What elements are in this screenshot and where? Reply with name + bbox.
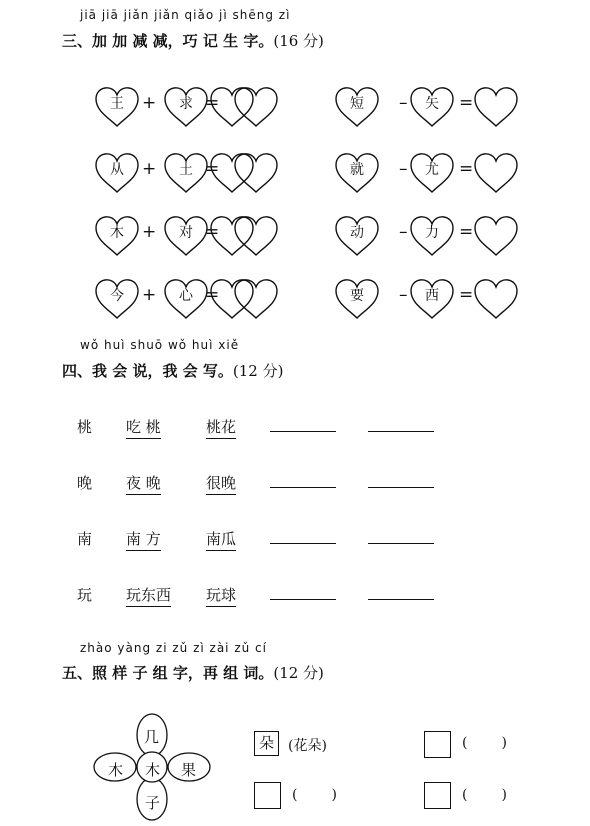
row-char: 玩: [77, 586, 93, 604]
answer-double-heart: [235, 154, 277, 192]
row-word-1: 玩东西: [126, 584, 171, 607]
equals-sign: =: [205, 93, 220, 113]
answer-blank[interactable]: [368, 599, 434, 600]
plus-sign: +: [142, 93, 157, 113]
row-word-1: 吃 桃: [126, 416, 161, 439]
section5-title-text: 五、照 样 子 组 字，再 组 词。: [62, 664, 274, 682]
answer-heart: [475, 217, 517, 255]
row-char: 晚: [77, 474, 93, 492]
paren-open: (: [462, 787, 468, 803]
equals-sign: =: [459, 159, 474, 179]
heart-char-b: 心: [179, 288, 193, 304]
heart-char-a: 王: [110, 96, 124, 112]
heart-char-a: 动: [350, 225, 364, 241]
heart-char-b: 西: [425, 288, 439, 304]
answer-blank[interactable]: [270, 543, 336, 544]
section4-pinyin: wǒ huì shuō wǒ huì xiě: [80, 338, 240, 352]
heart-char-a: 要: [350, 288, 364, 304]
flower-bottom-char: 子: [145, 794, 161, 812]
row-word-2: 很晚: [206, 472, 236, 495]
example-char: 朵: [258, 734, 274, 752]
equals-sign: =: [205, 159, 220, 179]
row-word-1: 南 方: [126, 528, 161, 551]
equals-sign: =: [459, 285, 474, 305]
paren-close: ): [501, 787, 507, 803]
plus-sign: +: [142, 159, 157, 179]
answer-paren[interactable]: [462, 787, 507, 803]
section3-score: (16 分): [273, 32, 324, 50]
section3-pinyin: jiā jiā jiǎn jiǎn qiǎo jì shēng zì: [80, 8, 291, 22]
equals-sign: =: [205, 285, 220, 305]
answer-double-heart: [235, 217, 277, 255]
row-word-2: 玩球: [206, 584, 236, 607]
answer-heart: [475, 88, 517, 126]
equals-sign: =: [205, 222, 220, 242]
answer-double-heart: [235, 280, 277, 318]
section4-title: [62, 360, 283, 381]
heart-char-b: 矢: [425, 96, 439, 112]
heart-char-b: 求: [179, 96, 193, 112]
row-word-2: 南瓜: [206, 528, 236, 551]
heart-char-b: 对: [179, 225, 193, 241]
answer-char-box[interactable]: [254, 782, 281, 809]
answer-heart: [475, 280, 517, 318]
equals-sign: =: [459, 93, 474, 113]
minus-sign: –: [399, 93, 408, 113]
section5-score: (12 分): [273, 664, 324, 682]
equals-sign: =: [459, 222, 474, 242]
section3-title-text: 三、加 加 减 减，巧 记 生 字。: [62, 32, 274, 50]
paren-close: ): [331, 787, 337, 803]
heart-char-b: 尤: [425, 162, 439, 178]
answer-blank[interactable]: [270, 599, 336, 600]
answer-blank[interactable]: [270, 431, 336, 432]
answer-heart: [475, 154, 517, 192]
minus-sign: –: [399, 159, 408, 179]
answer-paren[interactable]: [462, 735, 507, 751]
flower-center-char: 木: [145, 761, 161, 779]
heart-char-a: 就: [350, 162, 364, 178]
row-word-1: 夜 晚: [126, 472, 161, 495]
section4-score: (12 分): [232, 362, 284, 380]
section4-title-text: 四、我 会 说，我 会 写。: [62, 362, 233, 380]
heart-char-a: 木: [110, 225, 124, 241]
flower-top-char: 几: [144, 728, 160, 746]
row-char: 桃: [77, 418, 93, 436]
heart-char-a: 今: [110, 288, 124, 304]
answer-blank[interactable]: [368, 431, 434, 432]
paren-open: (: [292, 787, 298, 803]
answer-double-heart: [235, 88, 277, 126]
heart-char-a: 短: [350, 96, 364, 112]
answer-blank[interactable]: [270, 487, 336, 488]
heart-char-a: 从: [110, 162, 124, 178]
example-char-box: [254, 731, 279, 756]
flower-left-char: 木: [108, 761, 124, 779]
answer-blank[interactable]: [368, 543, 434, 544]
heart-char-b: 力: [425, 225, 439, 241]
answer-paren[interactable]: [292, 787, 337, 803]
answer-blank[interactable]: [368, 487, 434, 488]
plus-sign: +: [142, 222, 157, 242]
row-char: 南: [77, 530, 93, 548]
heart-char-b: 土: [179, 162, 193, 178]
answer-char-box[interactable]: [424, 731, 451, 758]
section5-pinyin: zhào yàng zi zǔ zì zài zǔ cí: [80, 641, 267, 655]
paren-open: (: [462, 735, 468, 751]
row-word-2: 桃花: [206, 416, 236, 439]
example-word: (花朵): [288, 738, 327, 754]
minus-sign: –: [399, 222, 408, 242]
plus-sign: +: [142, 285, 157, 305]
flower-right-char: 果: [181, 761, 197, 779]
paren-close: ): [501, 735, 507, 751]
section5-title: [62, 662, 324, 683]
answer-char-box[interactable]: [424, 782, 451, 809]
minus-sign: –: [399, 285, 408, 305]
